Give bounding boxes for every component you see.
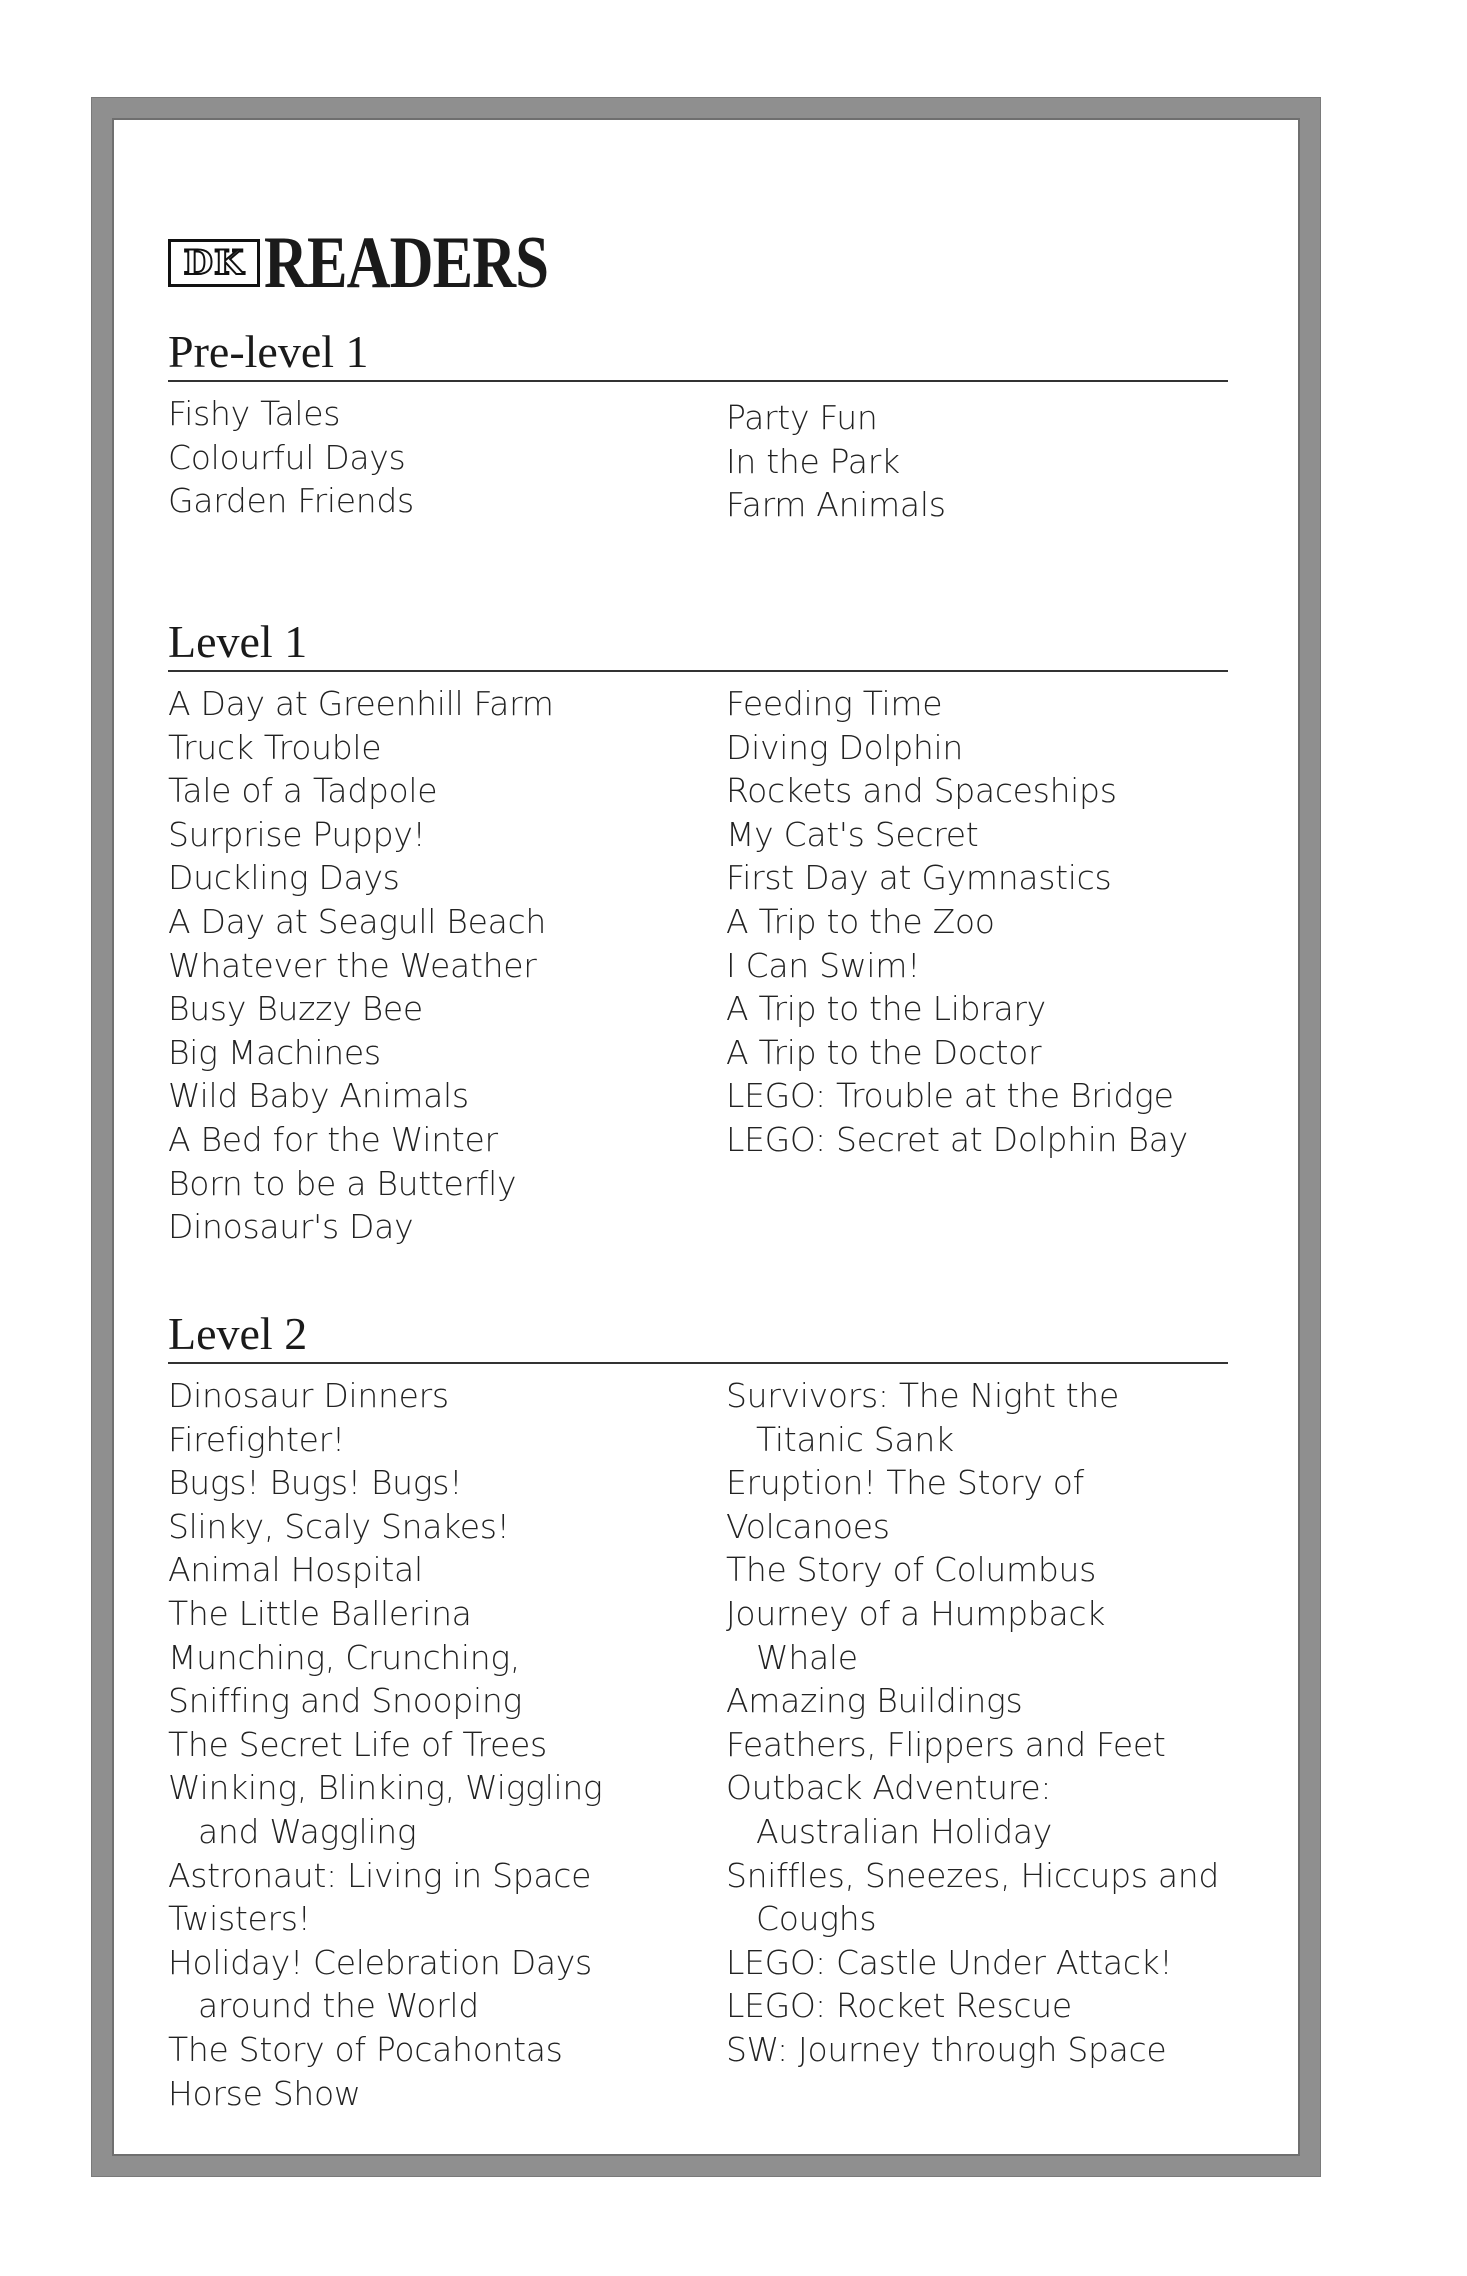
- book-title: [168, 1592, 726, 1636]
- book-title-line: The Story of Columbus: [726, 1550, 1097, 1590]
- book-title: [726, 396, 1228, 440]
- book-title-line: Rockets and Spaceships: [726, 771, 1117, 811]
- book-title-line: My Cat's Secret: [726, 814, 979, 854]
- book-title: [168, 1941, 726, 2028]
- book-title-line: Holiday! Celebration Days: [168, 1942, 592, 1982]
- dk-logo-text: DK: [183, 243, 245, 283]
- book-title-line: Astronaut: Living in Space: [168, 1855, 592, 1895]
- masthead: [168, 222, 1228, 304]
- book-title: [726, 769, 1228, 813]
- book-title: [726, 440, 1228, 484]
- book-title: [726, 726, 1228, 770]
- book-title-line: Firefighter!: [168, 1419, 345, 1459]
- title-columns: [168, 682, 1228, 1249]
- book-title-line: Sniffles, Sneezes, Hiccups and: [726, 1855, 1220, 1895]
- book-title-continuation: Titanic Sank: [756, 1419, 954, 1459]
- dk-logo: [168, 239, 260, 287]
- book-title-line: Feathers, Flippers and Feet: [726, 1724, 1166, 1764]
- book-title-continuation: around the World: [198, 1986, 479, 2026]
- book-title-line: A Day at Greenhill Farm: [168, 684, 554, 723]
- book-title: [168, 1118, 726, 1162]
- right-column: [726, 392, 1228, 527]
- book-title: [168, 1374, 726, 1418]
- title-columns: [168, 392, 1228, 527]
- book-title-line: Party Fun: [726, 398, 878, 437]
- book-title-line: Whatever the Weather: [168, 945, 537, 985]
- section-heading: Level 1: [168, 614, 1228, 672]
- book-title-line: Dinosaur's Day: [168, 1207, 414, 1247]
- book-title: [168, 1854, 726, 1898]
- book-title-line: Sniffing and Snooping: [168, 1681, 522, 1721]
- book-title-line: Fishy Tales: [168, 394, 341, 433]
- book-title: [726, 483, 1228, 527]
- book-title: [726, 682, 1228, 726]
- book-title: [168, 1897, 726, 1941]
- book-title: [168, 1636, 726, 1680]
- book-title-line: Bugs! Bugs! Bugs!: [168, 1463, 463, 1503]
- book-title: [726, 1505, 1228, 1549]
- book-title-line: Amazing Buildings: [726, 1681, 1023, 1721]
- book-title-line: SW: Journey through Space: [726, 2029, 1167, 2069]
- book-title-line: The Little Ballerina: [168, 1593, 472, 1633]
- book-title-line: Journey of a Humpback: [726, 1593, 1106, 1633]
- book-title: [726, 1592, 1228, 1679]
- left-column: [168, 392, 726, 527]
- book-title: [168, 1074, 726, 1118]
- book-title-line: Animal Hospital: [168, 1550, 423, 1590]
- book-title: [168, 944, 726, 988]
- book-title: [726, 1031, 1228, 1075]
- book-title-line: Wild Baby Animals: [168, 1076, 469, 1116]
- left-column: [168, 682, 726, 1249]
- book-list: [168, 222, 1228, 2115]
- book-title-line: LEGO: Rocket Rescue: [726, 1986, 1072, 2026]
- book-title-line: Eruption! The Story of: [726, 1463, 1084, 1503]
- book-title-line: Slinky, Scaly Snakes!: [168, 1506, 510, 1546]
- section-heading: Level 2: [168, 1306, 1228, 1364]
- book-title: [168, 1505, 726, 1549]
- book-title-line: Born to be a Butterfly: [168, 1163, 517, 1203]
- book-title-line: Winking, Blinking, Wiggling: [168, 1768, 603, 1808]
- book-title: [168, 1205, 726, 1249]
- book-title: [726, 813, 1228, 857]
- book-title-continuation: Whale: [756, 1637, 858, 1677]
- book-title: [726, 1766, 1228, 1853]
- book-title-line: Farm Animals: [726, 485, 946, 525]
- book-title-line: Truck Trouble: [168, 727, 382, 767]
- book-title: [168, 856, 726, 900]
- book-title: [726, 1074, 1228, 1118]
- book-title: [726, 1374, 1228, 1461]
- book-title: [168, 900, 726, 944]
- book-title-line: The Secret Life of Trees: [168, 1724, 547, 1764]
- book-title-line: A Bed for the Winter: [168, 1119, 498, 1159]
- book-title: [726, 1854, 1228, 1941]
- section-pre-level-1: [168, 324, 1228, 614]
- book-title: [168, 1723, 726, 1767]
- book-title: [726, 1118, 1228, 1162]
- book-title-line: Diving Dolphin: [726, 727, 963, 767]
- book-title: [726, 987, 1228, 1031]
- book-title-line: Dinosaur Dinners: [168, 1376, 449, 1415]
- book-title-line: Feeding Time: [726, 684, 943, 723]
- book-title: [168, 1162, 726, 1206]
- book-title: [726, 944, 1228, 988]
- book-title-line: Duckling Days: [168, 858, 400, 898]
- book-title-line: LEGO: Castle Under Attack!: [726, 1942, 1173, 1982]
- book-title: [726, 856, 1228, 900]
- book-title-line: A Trip to the Zoo: [726, 901, 995, 941]
- book-title-line: I Can Swim!: [726, 945, 921, 985]
- book-title: [168, 479, 726, 523]
- book-title-line: Garden Friends: [168, 481, 414, 521]
- section-level-1: [168, 614, 1228, 1306]
- book-title: [168, 1679, 726, 1723]
- book-title: [168, 813, 726, 857]
- section-level-2: [168, 1306, 1228, 2115]
- book-title-line: A Day at Seagull Beach: [168, 901, 546, 941]
- book-title: [168, 987, 726, 1031]
- book-title-line: A Trip to the Doctor: [726, 1032, 1042, 1072]
- book-title: [168, 392, 726, 436]
- book-title-line: A Trip to the Library: [726, 989, 1046, 1029]
- book-title: [726, 1461, 1228, 1505]
- book-title: [168, 1461, 726, 1505]
- section-heading: Pre-level 1: [168, 324, 1228, 382]
- book-title: [168, 1031, 726, 1075]
- book-title-line: The Story of Pocahontas: [168, 2029, 563, 2069]
- book-title: [726, 1548, 1228, 1592]
- book-title: [168, 2028, 726, 2072]
- book-title: [168, 1548, 726, 1592]
- book-title-line: LEGO: Secret at Dolphin Bay: [726, 1119, 1188, 1159]
- book-title-line: Busy Buzzy Bee: [168, 989, 423, 1029]
- book-title: [726, 1723, 1228, 1767]
- book-title: [168, 682, 726, 726]
- book-title: [168, 1766, 726, 1853]
- book-title-line: Colourful Days: [168, 437, 406, 477]
- book-title-continuation: and Waggling: [198, 1811, 417, 1851]
- right-column: [726, 1374, 1228, 2115]
- book-title-line: Volcanoes: [726, 1506, 890, 1546]
- book-title: [726, 1984, 1228, 2028]
- book-title: [168, 1418, 726, 1462]
- book-title-line: Outback Adventure:: [726, 1768, 1052, 1808]
- book-title-line: Twisters!: [168, 1899, 311, 1939]
- book-title: [168, 726, 726, 770]
- book-title-line: Survivors: The Night the: [726, 1376, 1120, 1415]
- book-title: [726, 1679, 1228, 1723]
- book-title-line: LEGO: Trouble at the Bridge: [726, 1076, 1174, 1116]
- book-title: [726, 900, 1228, 944]
- book-title-line: Horse Show: [168, 2073, 361, 2113]
- book-title: [726, 1941, 1228, 1985]
- book-title-line: First Day at Gymnastics: [726, 858, 1112, 898]
- book-title-line: Tale of a Tadpole: [168, 771, 438, 811]
- book-title: [168, 436, 726, 480]
- book-title: [168, 769, 726, 813]
- series-title: READERS: [264, 222, 549, 304]
- right-column: [726, 682, 1228, 1249]
- book-title-line: In the Park: [726, 441, 900, 481]
- book-title-line: Big Machines: [168, 1032, 381, 1072]
- left-column: [168, 1374, 726, 2115]
- book-title: [726, 2028, 1228, 2072]
- book-title-continuation: Australian Holiday: [756, 1811, 1053, 1851]
- title-columns: [168, 1374, 1228, 2115]
- book-title-line: Munching, Crunching,: [168, 1637, 521, 1677]
- book-title-line: Surprise Puppy!: [168, 814, 426, 854]
- book-title: [168, 2072, 726, 2116]
- book-title-continuation: Coughs: [756, 1899, 877, 1939]
